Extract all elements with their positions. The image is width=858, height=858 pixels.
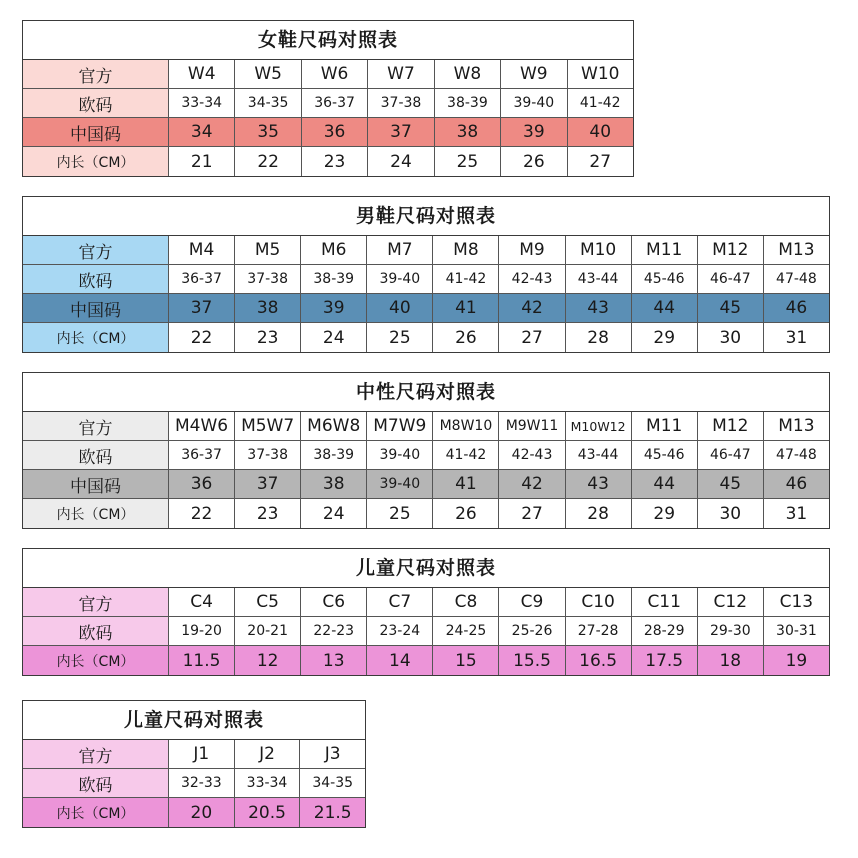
table-cell: 38 [434, 118, 500, 146]
row-label: 内长（CM） [23, 499, 168, 528]
table-cell: M12 [697, 236, 763, 264]
table-cell: 15.5 [498, 646, 564, 675]
table-row [23, 646, 829, 675]
table-cell: 34-35 [299, 769, 365, 797]
table-cell: 22-23 [300, 617, 366, 645]
table-cell: M4 [168, 236, 234, 264]
table-cell: 37 [168, 294, 234, 322]
table-cell: 21.5 [299, 798, 365, 827]
table-cell: M6 [300, 236, 366, 264]
table-cell: W9 [500, 60, 566, 88]
table-cell: M8 [432, 236, 498, 264]
table-cell: 36-37 [168, 265, 234, 293]
table-cell: 43-44 [565, 441, 631, 469]
table-row [23, 60, 633, 89]
table-cell: 16.5 [565, 646, 631, 675]
table-cell: 44 [631, 294, 697, 322]
table-cell: 38 [234, 294, 300, 322]
table-cell: W5 [234, 60, 300, 88]
table-cell: C13 [763, 588, 829, 616]
table-title: 儿童尺码对照表 [23, 701, 365, 740]
table-title: 儿童尺码对照表 [23, 549, 829, 588]
table-cell: 22 [168, 323, 234, 352]
table-cell: C6 [300, 588, 366, 616]
table-cell: 27 [498, 499, 564, 528]
table-cell: W8 [434, 60, 500, 88]
kids-size-table-j [22, 700, 366, 828]
table-cell: 35 [234, 118, 300, 146]
men-size-table [22, 196, 830, 353]
row-label: 内长（CM） [23, 147, 168, 176]
table-cell: 14 [366, 646, 432, 675]
table-cell: C12 [697, 588, 763, 616]
table-cell: 28-29 [631, 617, 697, 645]
table-row [23, 798, 365, 827]
table-cell: C10 [565, 588, 631, 616]
table-cell: C7 [366, 588, 432, 616]
table-cell: 36 [301, 118, 367, 146]
table-cell: 20-21 [234, 617, 300, 645]
table-cell: M5W7 [234, 412, 300, 440]
row-label: 中国码 [23, 118, 168, 146]
table-cell: 45-46 [631, 265, 697, 293]
table-cell: 20.5 [234, 798, 300, 827]
table-row [23, 499, 829, 528]
table-cell: 25 [366, 323, 432, 352]
table-cell: 43-44 [565, 265, 631, 293]
table-cell: 23 [301, 147, 367, 176]
table-cell: 33-34 [234, 769, 300, 797]
table-cell: 30-31 [763, 617, 829, 645]
table-cell: M8W10 [432, 412, 498, 440]
row-label: 官方 [23, 412, 168, 440]
table-title: 中性尺码对照表 [23, 373, 829, 412]
table-row [23, 89, 633, 118]
row-label: 欧码 [23, 769, 168, 797]
table-cell: W7 [367, 60, 433, 88]
table-row [23, 588, 829, 617]
women-size-table [22, 20, 634, 177]
row-label: 中国码 [23, 294, 168, 322]
table-row [23, 294, 829, 323]
table-cell: 38-39 [434, 89, 500, 117]
table-cell: 30 [697, 323, 763, 352]
table-cell: 39 [500, 118, 566, 146]
table-cell: C5 [234, 588, 300, 616]
table-cell: C9 [498, 588, 564, 616]
table-cell: M10W12 [565, 412, 631, 440]
table-cell: 34-35 [234, 89, 300, 117]
table-cell: 38 [300, 470, 366, 498]
table-cell: 25-26 [498, 617, 564, 645]
table-cell: 39-40 [500, 89, 566, 117]
table-cell: 23-24 [366, 617, 432, 645]
table-cell: 42-43 [498, 265, 564, 293]
table-cell: 30 [697, 499, 763, 528]
table-cell: J3 [299, 740, 365, 768]
table-row [23, 118, 633, 147]
table-cell: 42-43 [498, 441, 564, 469]
table-cell: J1 [168, 740, 234, 768]
table-cell: 42 [498, 294, 564, 322]
table-cell: M6W8 [300, 412, 366, 440]
table-cell: 47-48 [763, 265, 829, 293]
table-cell: 27 [567, 147, 633, 176]
table-row [23, 323, 829, 352]
table-cell: W4 [168, 60, 234, 88]
table-cell: 28 [565, 499, 631, 528]
table-cell: 26 [500, 147, 566, 176]
table-cell: 31 [763, 323, 829, 352]
table-cell: 29 [631, 323, 697, 352]
table-cell: 33-34 [168, 89, 234, 117]
table-cell: 45-46 [631, 441, 697, 469]
table-cell: 39-40 [366, 441, 432, 469]
table-row [23, 470, 829, 499]
table-cell: 19 [763, 646, 829, 675]
row-label: 官方 [23, 60, 168, 88]
table-cell: 45 [697, 294, 763, 322]
table-cell: 25 [434, 147, 500, 176]
table-row [23, 617, 829, 646]
table-cell: 41 [432, 470, 498, 498]
row-label: 欧码 [23, 265, 168, 293]
table-cell: M13 [763, 236, 829, 264]
table-cell: 37-38 [234, 265, 300, 293]
table-cell: W10 [567, 60, 633, 88]
table-cell: C4 [168, 588, 234, 616]
table-cell: M13 [763, 412, 829, 440]
table-cell: 24 [300, 323, 366, 352]
table-cell: M12 [697, 412, 763, 440]
table-cell: 39 [300, 294, 366, 322]
table-cell: M7 [366, 236, 432, 264]
table-cell: 44 [631, 470, 697, 498]
table-cell: 36 [168, 470, 234, 498]
table-cell: 18 [697, 646, 763, 675]
row-label: 官方 [23, 740, 168, 768]
table-cell: 11.5 [168, 646, 234, 675]
row-label: 内长（CM） [23, 646, 168, 675]
table-cell: 40 [567, 118, 633, 146]
table-cell: 13 [300, 646, 366, 675]
table-cell: 27 [498, 323, 564, 352]
table-cell: 29-30 [697, 617, 763, 645]
table-cell: M11 [631, 412, 697, 440]
table-cell: 42 [498, 470, 564, 498]
table-cell: 46 [763, 470, 829, 498]
table-cell: J2 [234, 740, 300, 768]
table-cell: 38-39 [300, 265, 366, 293]
row-label: 内长（CM） [23, 323, 168, 352]
table-cell: 21 [168, 147, 234, 176]
table-cell: 38-39 [300, 441, 366, 469]
table-cell: 45 [697, 470, 763, 498]
table-cell: 43 [565, 294, 631, 322]
table-cell: 15 [432, 646, 498, 675]
table-cell: 23 [234, 499, 300, 528]
table-cell: 43 [565, 470, 631, 498]
table-title: 女鞋尺码对照表 [23, 21, 633, 60]
table-cell: 28 [565, 323, 631, 352]
table-cell: 46 [763, 294, 829, 322]
table-cell: 47-48 [763, 441, 829, 469]
table-cell: 41 [432, 294, 498, 322]
table-cell: 36-37 [301, 89, 367, 117]
table-cell: 37-38 [367, 89, 433, 117]
row-label: 中国码 [23, 470, 168, 498]
table-cell: M11 [631, 236, 697, 264]
row-label: 官方 [23, 588, 168, 616]
table-row [23, 441, 829, 470]
table-cell: 46-47 [697, 441, 763, 469]
table-cell: 37-38 [234, 441, 300, 469]
table-cell: 36-37 [168, 441, 234, 469]
table-cell: 24 [300, 499, 366, 528]
table-row [23, 740, 365, 769]
table-cell: 34 [168, 118, 234, 146]
table-cell: 17.5 [631, 646, 697, 675]
table-title: 男鞋尺码对照表 [23, 197, 829, 236]
table-cell: 37 [234, 470, 300, 498]
table-cell: 12 [234, 646, 300, 675]
table-row [23, 412, 829, 441]
table-cell: 24 [367, 147, 433, 176]
table-row [23, 236, 829, 265]
table-row [23, 769, 365, 798]
row-label: 欧码 [23, 89, 168, 117]
row-label: 欧码 [23, 441, 168, 469]
unisex-size-table [22, 372, 830, 529]
table-cell: 39-40 [366, 470, 432, 498]
table-cell: 46-47 [697, 265, 763, 293]
table-cell: M4W6 [168, 412, 234, 440]
row-label: 官方 [23, 236, 168, 264]
table-cell: 26 [432, 499, 498, 528]
table-cell: 22 [234, 147, 300, 176]
table-cell: M9 [498, 236, 564, 264]
table-cell: 31 [763, 499, 829, 528]
kids-size-table-c [22, 548, 830, 676]
table-cell: 39-40 [366, 265, 432, 293]
table-cell: 22 [168, 499, 234, 528]
table-cell: 41-42 [567, 89, 633, 117]
table-cell: 29 [631, 499, 697, 528]
row-label: 内长（CM） [23, 798, 168, 827]
table-cell: 41-42 [432, 265, 498, 293]
table-row [23, 265, 829, 294]
table-cell: M9W11 [498, 412, 564, 440]
table-cell: C8 [432, 588, 498, 616]
table-cell: 27-28 [565, 617, 631, 645]
table-cell: M5 [234, 236, 300, 264]
row-label: 欧码 [23, 617, 168, 645]
table-row [23, 147, 633, 176]
table-cell: 32-33 [168, 769, 234, 797]
table-cell: 37 [367, 118, 433, 146]
table-cell: 25 [366, 499, 432, 528]
table-cell: C11 [631, 588, 697, 616]
table-cell: 41-42 [432, 441, 498, 469]
table-cell: 23 [234, 323, 300, 352]
table-cell: 20 [168, 798, 234, 827]
table-cell: 40 [366, 294, 432, 322]
table-cell: M10 [565, 236, 631, 264]
table-cell: 19-20 [168, 617, 234, 645]
table-cell: 24-25 [432, 617, 498, 645]
table-cell: W6 [301, 60, 367, 88]
table-cell: 26 [432, 323, 498, 352]
table-cell: M7W9 [366, 412, 432, 440]
